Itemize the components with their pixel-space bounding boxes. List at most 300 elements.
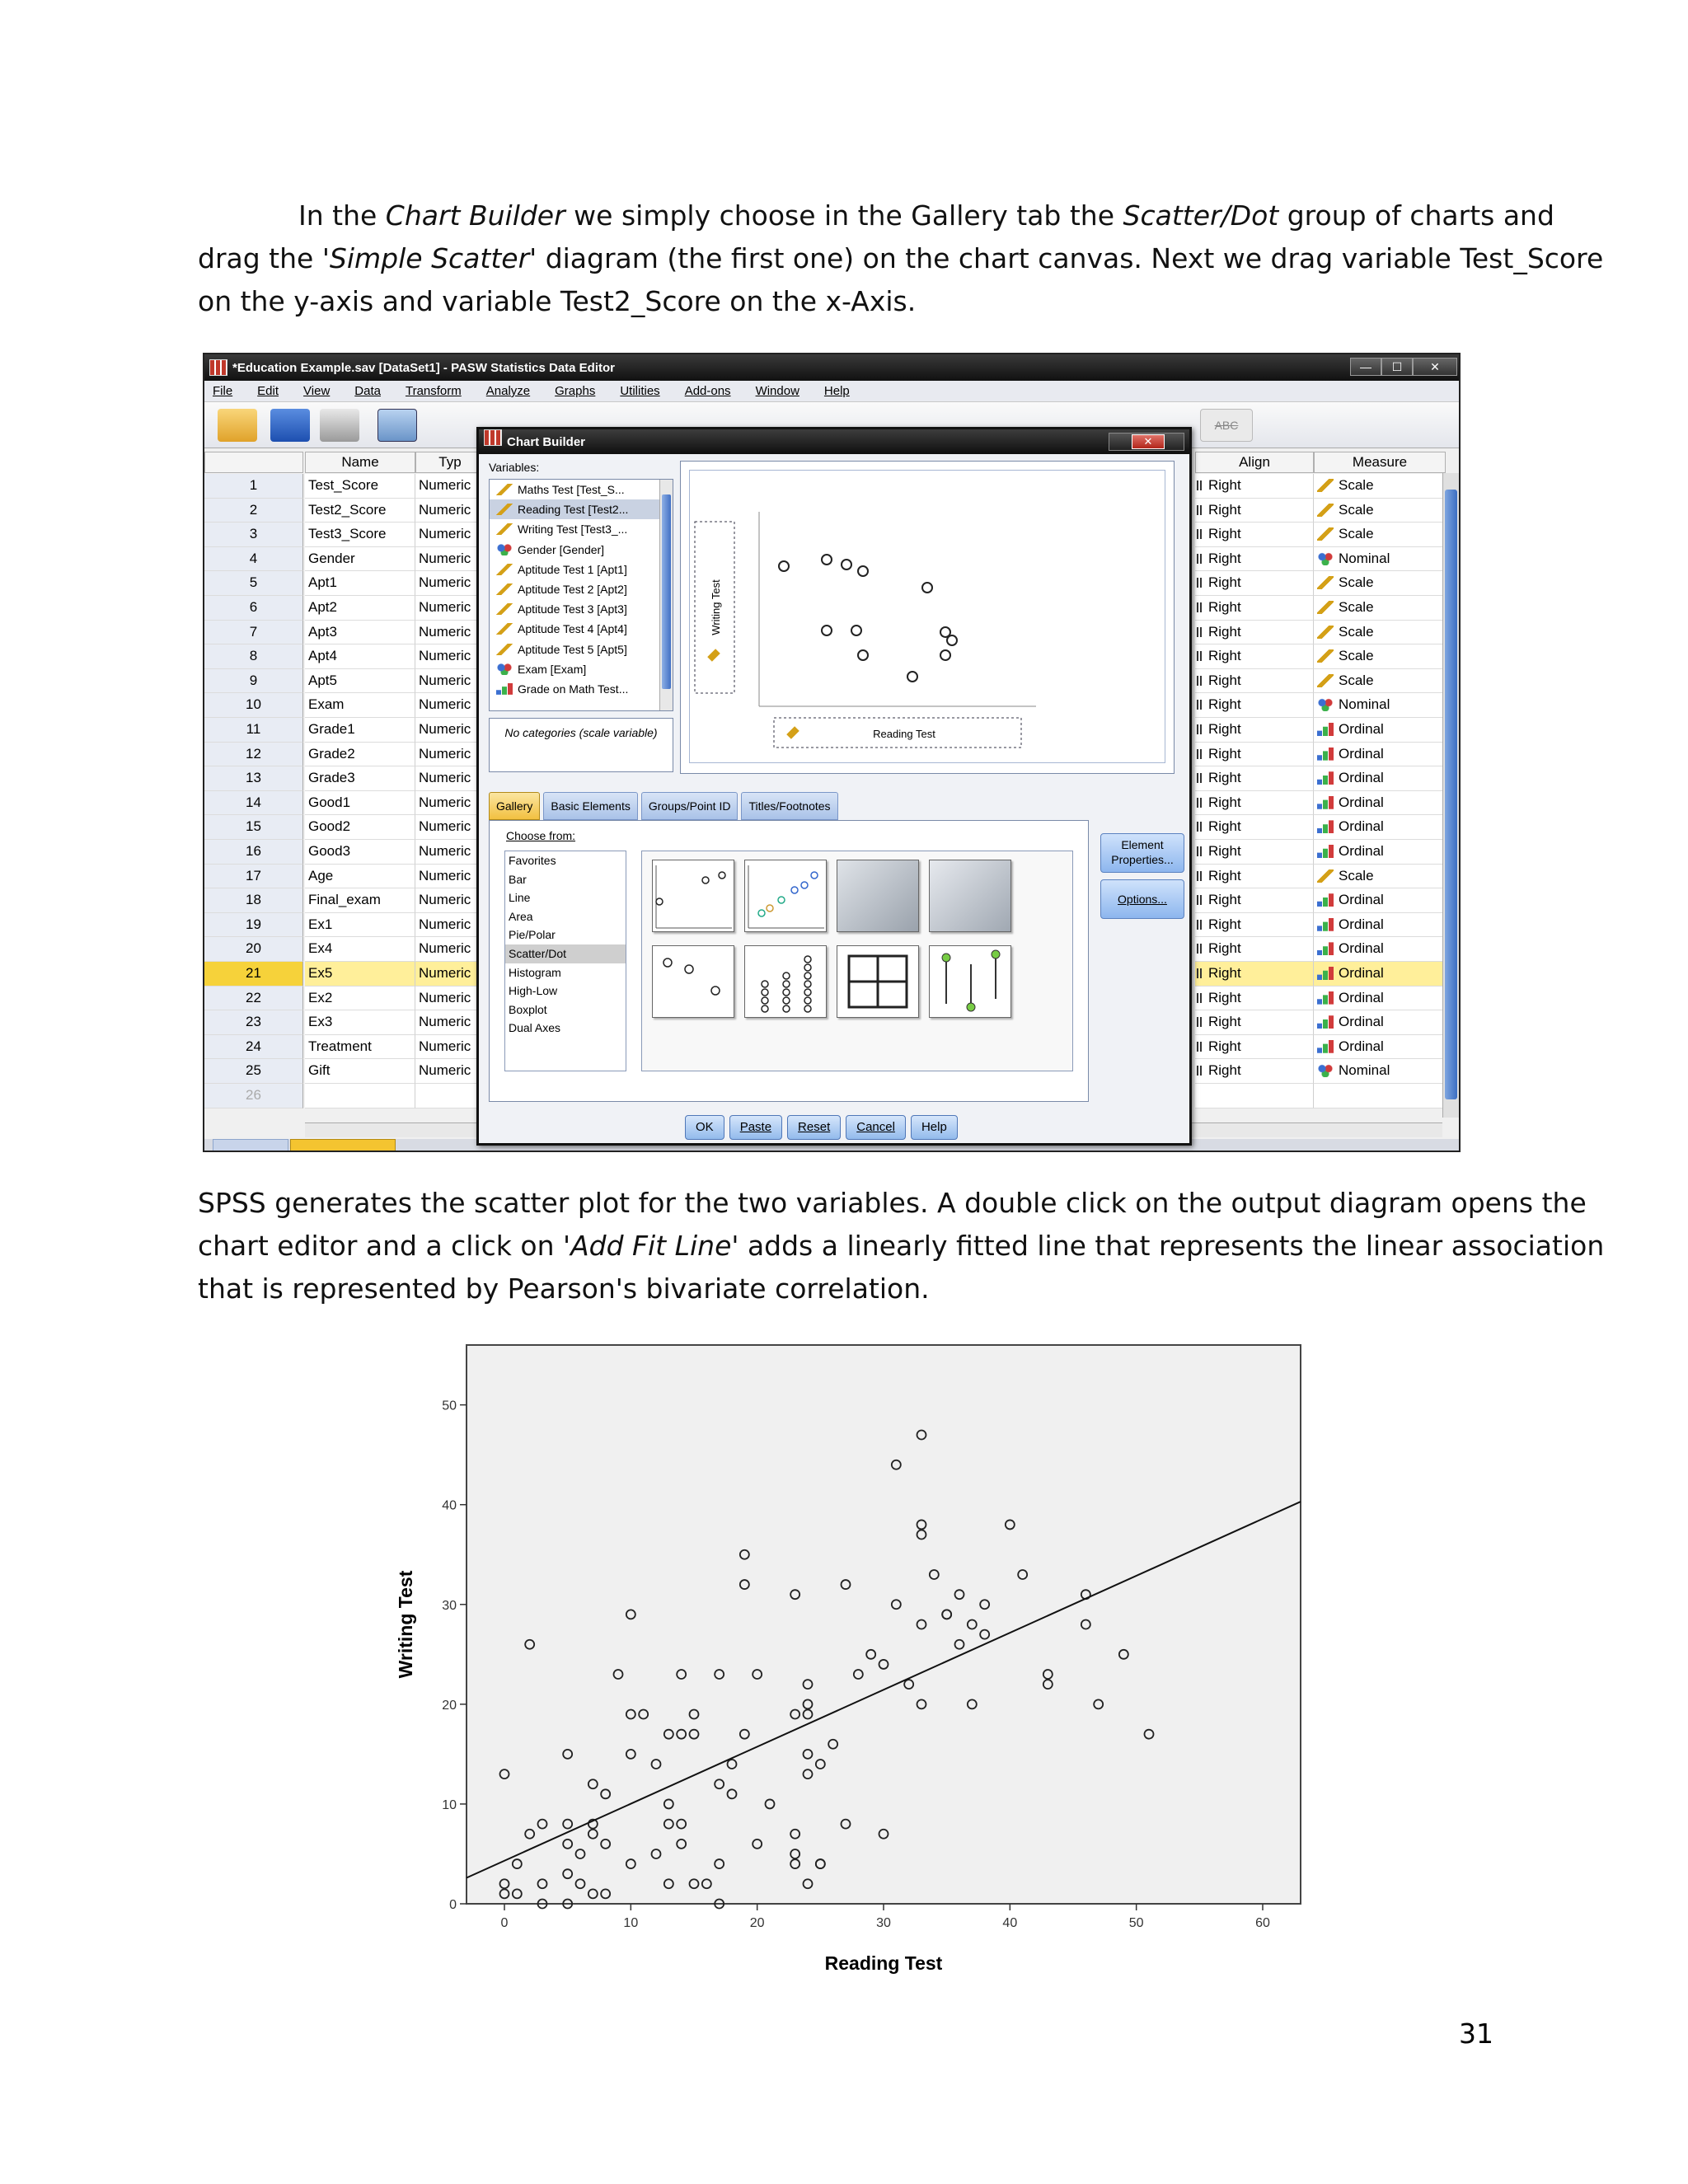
preview-point: [858, 566, 868, 576]
cell-name[interactable]: Ex2: [305, 987, 415, 1011]
cell-measure[interactable]: [1314, 523, 1446, 547]
variable-list-item[interactable]: [490, 499, 673, 519]
cell-name[interactable]: Apt5: [305, 669, 415, 694]
element-properties-button[interactable]: Element Properties...: [1100, 833, 1184, 873]
row-number[interactable]: 8: [204, 644, 303, 669]
row-number[interactable]: 1: [204, 474, 303, 499]
variable-list-item[interactable]: [490, 640, 673, 659]
column-header-type[interactable]: Typ: [415, 452, 485, 473]
variable-list-item[interactable]: [490, 480, 673, 499]
reset-button[interactable]: Reset: [787, 1115, 841, 1140]
row-number[interactable]: 9: [204, 669, 303, 694]
row-number[interactable]: 22: [204, 987, 303, 1011]
tab-groups-point-id[interactable]: Groups/Point ID: [641, 792, 738, 820]
preview-point: [940, 650, 950, 660]
align-right-icon: [1197, 1066, 1202, 1076]
y-axis-variable: Writing Test: [710, 579, 722, 635]
cell-name[interactable]: Treatment: [305, 1035, 415, 1060]
align-right-icon: [1197, 798, 1202, 808]
cell-measure[interactable]: [1314, 743, 1446, 767]
cell-name[interactable]: Grade3: [305, 766, 415, 791]
cell-type[interactable]: Numeric: [415, 962, 485, 987]
variable-list-item[interactable]: [490, 579, 673, 599]
column-header-measure[interactable]: Measure: [1314, 452, 1446, 473]
scale-measure-icon: [1317, 601, 1334, 614]
minimize-button[interactable]: —: [1350, 358, 1381, 376]
cell-type[interactable]: Numeric: [415, 913, 485, 938]
dialog-buttons: [685, 1115, 963, 1140]
preview-point: [822, 555, 832, 565]
cell-align[interactable]: [1195, 1035, 1314, 1060]
cell-measure-value: Ordinal: [1339, 745, 1384, 762]
cell-name[interactable]: Apt3: [305, 621, 415, 645]
row-number[interactable]: 17: [204, 865, 303, 889]
cell-type[interactable]: Numeric: [415, 743, 485, 767]
cell-measure[interactable]: [1314, 913, 1446, 938]
paragraph-1-line-1: In the Chart Builder we simply choose in the Gallery tab the Scatter/Dot group of charts and: [298, 199, 1554, 232]
cell-name[interactable]: Age: [305, 865, 415, 889]
chart-type-item[interactable]: Pie/Polar: [509, 928, 556, 942]
cell-measure[interactable]: [1314, 1059, 1446, 1084]
x-tick-label: 40: [1002, 1916, 1018, 1930]
variable-list-item[interactable]: [490, 540, 673, 560]
paragraph-1-line-2: drag the 'Simple Scatter' diagram (the first one) on the chart canvas. Next we drag variable Test_Score: [198, 242, 1604, 274]
chart-type-list[interactable]: [504, 851, 626, 1071]
align-right-icon: [1197, 676, 1202, 686]
variables-list[interactable]: [489, 479, 673, 711]
menu-data[interactable]: Data: [354, 384, 381, 398]
variable-list-item[interactable]: [490, 679, 673, 699]
y-tick-label: 30: [442, 1598, 457, 1613]
chart-type-item[interactable]: Scatter/Dot: [505, 944, 626, 963]
grouped-3d-scatter-thumbnail[interactable]: [929, 860, 1011, 932]
cell-measure-value: Ordinal: [1339, 770, 1384, 786]
ordinal-variable-icon: [496, 683, 513, 695]
cell-measure-value: Ordinal: [1339, 965, 1384, 981]
cell-measure[interactable]: [1314, 840, 1446, 865]
x-tick-label: 10: [623, 1916, 639, 1930]
ordinal-measure-icon: [1317, 845, 1334, 858]
align-right-icon: [1197, 749, 1202, 759]
cell-name[interactable]: Test3_Score: [305, 523, 415, 547]
chart-type-item[interactable]: Line: [509, 891, 531, 905]
cell-name[interactable]: Apt2: [305, 596, 415, 621]
align-right-icon: [1197, 578, 1202, 588]
cell-align[interactable]: [1195, 693, 1314, 718]
grouped-scatter-thumbnail[interactable]: [744, 860, 827, 932]
cell-measure[interactable]: [1314, 1010, 1446, 1035]
dialog-recall-icon[interactable]: [377, 409, 417, 442]
cell-name[interactable]: Grade2: [305, 743, 415, 767]
menu-help[interactable]: Help: [823, 384, 850, 398]
cell-name[interactable]: [305, 1084, 415, 1108]
menu-analyze[interactable]: Analyze: [485, 384, 531, 398]
cell-align[interactable]: [1195, 743, 1314, 767]
row-number[interactable]: 24: [204, 1035, 303, 1060]
cell-measure[interactable]: [1314, 693, 1446, 718]
cell-type[interactable]: Numeric: [415, 987, 485, 1011]
cell-measure[interactable]: [1314, 1084, 1446, 1108]
cell-align[interactable]: [1195, 523, 1314, 547]
cell-align-value: Right: [1208, 574, 1241, 591]
cell-measure[interactable]: [1314, 474, 1446, 499]
cell-name[interactable]: Test_Score: [305, 474, 415, 499]
row-number[interactable]: 3: [204, 523, 303, 547]
paste-button[interactable]: Paste: [729, 1115, 782, 1140]
cell-name[interactable]: Grade1: [305, 718, 415, 743]
cell-measure[interactable]: [1314, 815, 1446, 840]
row-number[interactable]: 21: [204, 962, 303, 987]
chart-type-item[interactable]: Favorites: [509, 854, 556, 867]
cell-align[interactable]: [1195, 865, 1314, 889]
row-number[interactable]: 16: [204, 840, 303, 865]
cell-measure[interactable]: [1314, 621, 1446, 645]
ordinal-measure-icon: [1317, 918, 1334, 931]
cell-type[interactable]: Numeric: [415, 718, 485, 743]
dot-plot-thumbnail[interactable]: [744, 945, 827, 1018]
column-header-name[interactable]: Name: [305, 452, 415, 473]
cell-type[interactable]: Numeric: [415, 937, 485, 962]
row-number[interactable]: 14: [204, 791, 303, 816]
cell-name[interactable]: Gift: [305, 1059, 415, 1084]
cell-measure[interactable]: [1314, 669, 1446, 694]
simple-scatter-thumbnail[interactable]: [652, 860, 734, 932]
scale-variable-icon: [496, 523, 513, 535]
options-button[interactable]: Options...: [1100, 879, 1184, 919]
cell-measure-value: Ordinal: [1339, 1038, 1384, 1054]
cell-type[interactable]: Numeric: [415, 1059, 485, 1084]
tab-titles-footnotes[interactable]: Titles/Footnotes: [741, 792, 837, 820]
cell-align[interactable]: [1195, 1010, 1314, 1035]
cell-align-value: Right: [1208, 745, 1241, 762]
y-tick-label: 40: [442, 1498, 457, 1513]
cell-measure[interactable]: [1314, 718, 1446, 743]
cell-measure-value: Scale: [1339, 623, 1374, 640]
cell-type[interactable]: [415, 1084, 485, 1108]
drop-line-thumbnail[interactable]: [929, 945, 1011, 1018]
cell-measure[interactable]: [1314, 644, 1446, 669]
gallery-pane: [489, 820, 1089, 1102]
paragraph-2-line-1: SPSS generates the scatter plot for the two variables. A double click on the output diagram opens the: [198, 1187, 1587, 1219]
chart-builder-titlebar: [479, 429, 1189, 454]
align-right-icon: [1197, 773, 1202, 783]
x-axis-variable: Reading Test: [873, 728, 935, 740]
cell-name[interactable]: Exam: [305, 693, 415, 718]
scale-measure-icon: [1317, 479, 1334, 492]
chart-canvas[interactable]: [680, 461, 1175, 774]
gallery-thumbnails: [641, 851, 1073, 1071]
cell-measure-value: Scale: [1339, 648, 1374, 664]
preview-point: [851, 626, 861, 635]
cell-type[interactable]: Numeric: [415, 865, 485, 889]
row-number[interactable]: 25: [204, 1059, 303, 1084]
cell-measure-value: Ordinal: [1339, 843, 1384, 859]
data-view-tab[interactable]: [213, 1139, 288, 1152]
3d-scatter-thumbnail[interactable]: [837, 860, 919, 932]
cell-type[interactable]: Numeric: [415, 571, 485, 596]
row-number[interactable]: 5: [204, 571, 303, 596]
nominal-variable-icon: [496, 544, 513, 555]
chart-canvas-inner: [689, 470, 1165, 763]
row-number[interactable]: 10: [204, 693, 303, 718]
cell-type[interactable]: Numeric: [415, 693, 485, 718]
align-right-icon: [1197, 968, 1202, 978]
cell-align[interactable]: [1195, 840, 1314, 865]
cell-measure[interactable]: [1314, 1035, 1446, 1060]
cell-name[interactable]: Good3: [305, 840, 415, 865]
y-axis-label: Writing Test: [395, 1570, 416, 1679]
cell-name[interactable]: Apt1: [305, 571, 415, 596]
cell-name[interactable]: Ex5: [305, 962, 415, 987]
align-right-icon: [1197, 602, 1202, 612]
menu-window[interactable]: Window: [755, 384, 799, 398]
scrollbar-thumb[interactable]: [1445, 490, 1457, 1099]
cell-align[interactable]: [1195, 1084, 1314, 1108]
help-button[interactable]: Help: [911, 1115, 958, 1140]
cell-type[interactable]: Numeric: [415, 840, 485, 865]
cell-measure-value: Ordinal: [1339, 940, 1384, 957]
cell-name[interactable]: Ex4: [305, 937, 415, 962]
cell-type[interactable]: Numeric: [415, 766, 485, 791]
variable-list-item[interactable]: [490, 560, 673, 579]
variable-label: Aptitude Test 5 [Apt5]: [518, 642, 627, 656]
cell-align[interactable]: [1195, 669, 1314, 694]
cell-align[interactable]: [1195, 913, 1314, 938]
cell-name[interactable]: Ex1: [305, 913, 415, 938]
scale-measure-icon: [1317, 527, 1334, 541]
cell-name[interactable]: Apt4: [305, 644, 415, 669]
cell-measure-value: Scale: [1339, 574, 1374, 591]
cell-measure-value: Nominal: [1339, 696, 1390, 713]
scatterplot-matrix-thumbnail[interactable]: [837, 945, 919, 1018]
cell-align-value: Right: [1208, 892, 1241, 908]
row-number[interactable]: 13: [204, 766, 303, 791]
align-right-icon: [1197, 1042, 1202, 1052]
summary-point-thumbnail[interactable]: [652, 945, 734, 1018]
cell-measure[interactable]: [1314, 865, 1446, 889]
menu-bar: [204, 381, 1459, 402]
tab-basic-elements[interactable]: Basic Elements: [543, 792, 637, 820]
save-icon[interactable]: [270, 409, 310, 442]
cell-type[interactable]: Numeric: [415, 888, 485, 913]
cell-name[interactable]: Gender: [305, 547, 415, 572]
cell-measure[interactable]: [1314, 547, 1446, 572]
cell-measure[interactable]: [1314, 766, 1446, 791]
cell-align-value: Right: [1208, 501, 1241, 518]
variables-label: Variables:: [489, 461, 540, 474]
menu-graphs[interactable]: Graphs: [555, 384, 596, 398]
cell-type[interactable]: Numeric: [415, 1035, 485, 1060]
align-right-icon: [1197, 505, 1202, 515]
maximize-button[interactable]: ☐: [1381, 358, 1413, 376]
cell-measure[interactable]: [1314, 987, 1446, 1011]
row-number[interactable]: 7: [204, 621, 303, 645]
cell-measure-value: Ordinal: [1339, 794, 1384, 810]
align-right-icon: [1197, 480, 1202, 490]
scale-measure-icon: [1317, 649, 1334, 663]
cell-align[interactable]: [1195, 718, 1314, 743]
ordinal-measure-icon: [1317, 820, 1334, 833]
align-right-icon: [1197, 627, 1202, 637]
cell-align[interactable]: [1195, 937, 1314, 962]
cell-name[interactable]: Good2: [305, 815, 415, 840]
cell-name[interactable]: Final_exam: [305, 888, 415, 913]
cell-type[interactable]: Numeric: [415, 1010, 485, 1035]
chart-type-item[interactable]: Area: [509, 909, 533, 923]
align-right-icon: [1197, 895, 1202, 905]
no-categories-note: No categories (scale variable): [489, 718, 673, 772]
row-number[interactable]: 19: [204, 913, 303, 938]
ordinal-measure-icon: [1317, 991, 1334, 1005]
row-number[interactable]: 15: [204, 815, 303, 840]
window-title: *Education Example.sav [DataSet1] - PASW Statistics Data Editor: [232, 360, 616, 375]
align-right-icon: [1197, 993, 1202, 1003]
ordinal-measure-icon: [1317, 748, 1334, 761]
variable-label: Exam [Exam]: [518, 662, 587, 676]
scale-measure-icon: [1317, 576, 1334, 589]
chart-builder-tabs: [489, 792, 842, 820]
row-header-corner: [204, 452, 303, 473]
tab-gallery[interactable]: Gallery: [489, 792, 540, 820]
menu-add-ons[interactable]: Add-ons: [684, 384, 731, 398]
cell-type[interactable]: Numeric: [415, 644, 485, 669]
align-right-icon: [1197, 1017, 1202, 1027]
spss-data-editor-window: [203, 353, 1461, 1152]
cell-align[interactable]: [1195, 571, 1314, 596]
variable-list-item[interactable]: [490, 619, 673, 639]
x-axis-label: Reading Test: [824, 1952, 943, 1974]
scale-measure-icon: [1317, 869, 1334, 883]
cell-type[interactable]: Numeric: [415, 791, 485, 816]
menu-edit[interactable]: Edit: [257, 384, 279, 398]
menu-file[interactable]: File: [213, 384, 233, 398]
cell-align[interactable]: [1195, 987, 1314, 1011]
chart-type-item[interactable]: Histogram: [509, 965, 561, 979]
cell-type[interactable]: Numeric: [415, 815, 485, 840]
cell-measure-value: Ordinal: [1339, 818, 1384, 835]
variable-list-item[interactable]: [490, 519, 673, 539]
cell-align[interactable]: [1195, 499, 1314, 523]
cell-measure[interactable]: [1314, 962, 1446, 987]
open-folder-icon[interactable]: [218, 409, 257, 442]
scale-measure-icon: [1317, 674, 1334, 687]
cell-measure[interactable]: [1314, 791, 1446, 816]
spell-check-icon[interactable]: ABC: [1200, 409, 1253, 442]
dialog-close-icon[interactable]: ✕: [1132, 434, 1165, 449]
align-right-icon: [1197, 822, 1202, 832]
row-number[interactable]: 23: [204, 1010, 303, 1035]
cell-measure-value: Ordinal: [1339, 892, 1384, 908]
row-number[interactable]: 26: [204, 1084, 303, 1108]
chart-type-item[interactable]: High-Low: [509, 984, 558, 998]
cell-align[interactable]: [1195, 791, 1314, 816]
cell-measure[interactable]: [1314, 937, 1446, 962]
print-icon[interactable]: [320, 409, 359, 442]
cell-name[interactable]: Good1: [305, 791, 415, 816]
cell-align-value: Right: [1208, 599, 1241, 615]
cell-align[interactable]: [1195, 1059, 1314, 1084]
cell-measure[interactable]: [1314, 499, 1446, 523]
cell-name[interactable]: Ex3: [305, 1010, 415, 1035]
variable-label: Aptitude Test 1 [Apt1]: [518, 562, 627, 576]
variable-list-item[interactable]: [490, 599, 673, 619]
cell-align[interactable]: [1195, 474, 1314, 499]
cell-align-value: Right: [1208, 965, 1241, 981]
chart-type-item[interactable]: Dual Axes: [509, 1021, 561, 1035]
cell-type[interactable]: Numeric: [415, 621, 485, 645]
close-button[interactable]: ✕: [1413, 358, 1457, 376]
cell-align-value: Right: [1208, 989, 1241, 1005]
chart-type-item[interactable]: Bar: [509, 872, 527, 886]
row-number[interactable]: 2: [204, 499, 303, 523]
chart-builder-title: Chart Builder: [507, 435, 586, 449]
row-number[interactable]: 20: [204, 937, 303, 962]
variables-scrollbar[interactable]: [659, 480, 673, 710]
ok-button[interactable]: OK: [685, 1115, 724, 1140]
row-number[interactable]: 6: [204, 596, 303, 621]
cell-measure[interactable]: [1314, 888, 1446, 913]
cell-align[interactable]: [1195, 766, 1314, 791]
cell-type[interactable]: Numeric: [415, 547, 485, 572]
row-number[interactable]: 12: [204, 743, 303, 767]
cell-align-value: Right: [1208, 867, 1241, 883]
cell-align[interactable]: [1195, 547, 1314, 572]
ordinal-measure-icon: [1317, 1015, 1334, 1029]
cell-measure-value: Scale: [1339, 526, 1374, 542]
variable-view-tab[interactable]: [290, 1139, 396, 1152]
cell-measure[interactable]: [1314, 571, 1446, 596]
preview-point: [842, 560, 851, 569]
menu-utilities[interactable]: Utilities: [620, 384, 660, 398]
scale-variable-icon: [496, 564, 513, 575]
cell-align-value: Right: [1208, 770, 1241, 786]
cell-measure-value: Scale: [1339, 477, 1374, 493]
cell-align[interactable]: [1195, 621, 1314, 645]
cell-align[interactable]: [1195, 815, 1314, 840]
variables-scroll-thumb[interactable]: [662, 494, 671, 689]
cell-align[interactable]: [1195, 888, 1314, 913]
cell-type[interactable]: Numeric: [415, 499, 485, 523]
row-number[interactable]: 18: [204, 888, 303, 913]
menu-transform[interactable]: Transform: [405, 384, 462, 398]
cancel-button[interactable]: Cancel: [846, 1115, 906, 1140]
paragraph-1: [198, 194, 1604, 323]
ordinal-measure-icon: [1317, 967, 1334, 980]
variable-list-item[interactable]: [490, 659, 673, 679]
cell-type[interactable]: Numeric: [415, 474, 485, 499]
chart-type-item[interactable]: Boxplot: [509, 1002, 547, 1016]
cell-type[interactable]: Numeric: [415, 596, 485, 621]
column-header-align[interactable]: Align: [1195, 452, 1314, 473]
nominal-measure-icon: [1317, 1064, 1334, 1077]
vertical-scrollbar[interactable]: [1442, 473, 1459, 1118]
menu-view[interactable]: View: [303, 384, 331, 398]
x-tick-label: 30: [876, 1916, 891, 1930]
row-number[interactable]: 4: [204, 547, 303, 572]
preview-point: [947, 635, 957, 645]
cell-align[interactable]: [1195, 596, 1314, 621]
cell-align[interactable]: [1195, 962, 1314, 987]
cell-measure[interactable]: [1314, 596, 1446, 621]
variable-label: Aptitude Test 3 [Apt3]: [518, 602, 627, 616]
cell-align[interactable]: [1195, 644, 1314, 669]
cell-align-value: Right: [1208, 1014, 1241, 1030]
row-number[interactable]: 11: [204, 718, 303, 743]
cell-type[interactable]: Numeric: [415, 523, 485, 547]
cell-measure-value: Scale: [1339, 599, 1374, 615]
cell-type[interactable]: Numeric: [415, 669, 485, 694]
cell-name[interactable]: Test2_Score: [305, 499, 415, 523]
